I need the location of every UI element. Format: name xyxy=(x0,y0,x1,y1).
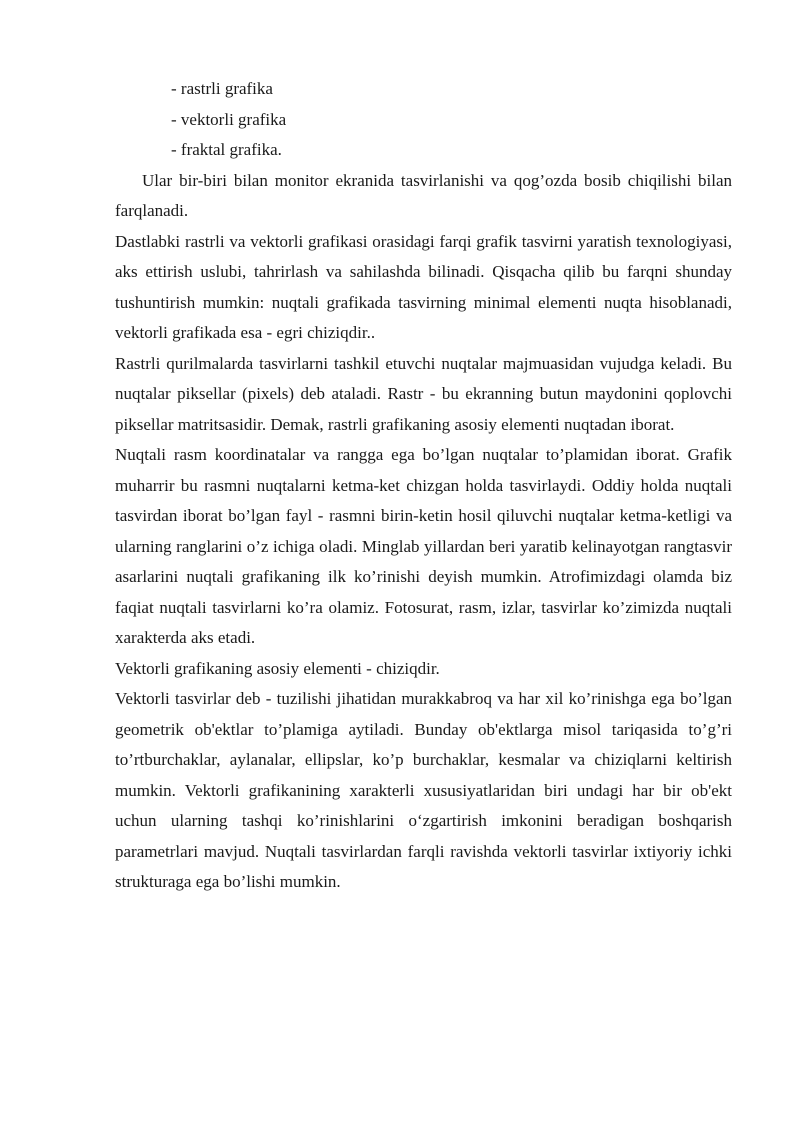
paragraph-display-difference: Ular bir-biri bilan monitor ekranida tasvirlanishi va qog’ozda bosib chiqilishi bilan farqlanadi. xyxy=(115,170,732,220)
list-item-raster: - rastrli grafika xyxy=(171,79,273,98)
list-item-fractal: - fraktal grafika. xyxy=(171,140,282,159)
list-item-vector: - vektorli grafika xyxy=(171,109,287,129)
paragraph-vector-images: Vektorli tasvirlar deb - tuzilishi jihatidan murakkabroq va har xil ko’rinishga ega bo’lgan geometrik ob'ektlar to’plamiga aytiladi. Bunday ob'ektlarga misol tariqasida to’g’ri to’rtburchaklar, aylanalar, ellipslar, ko’p burchaklar, kesmalar va chiziqlarni keltirish mumkin. Vektorli grafikanining xarakterli xususiyatlaridan biri undagi har bir ob'ekt uchun ularning tashqi ko’rinishlarini o‘zgartirish imkonini beradigan boshqarish parametrlari mavjud. Nuqtali tasvirlardan farqli ravishda vektorli tasvirlar ixtiyoriy ichki strukturaga ega bo’lishi mumkin. xyxy=(115,689,732,891)
paragraph-raster-vs-vector: Dastlabki rastrli va vektorli grafikasi orasidagi farqi grafik tasvirni yaratish texnologiyasi, aks ettirish uslubi, tahrirlash va sahilashda bilinadi. Qisqacha qilib bu farqni shunday tushuntirish mumkin: nuqtali grafikada tasvirning minimal elementi nuqta hisoblanadi, vektorli grafikada esa - egri chiziqdir.. xyxy=(115,231,732,342)
graphics-types-list xyxy=(115,74,732,166)
document-page xyxy=(115,74,732,898)
paragraph-dot-image: Nuqtali rasm koordinatalar va rangga ega bo’lgan nuqtalar to’plamidan iborat. Grafik muharrir bu rasmni nuqtalarni ketma-ket chizgan holda tasvirlaydi. Oddiy holda nuqtali tasvirdan iborat bo’lgan fayl - rasmni birin-ketin hosil qiluvchi nuqtalar ketma-ketligi va ularning ranglarini o’z ichiga oladi. Minglab yillardan beri yaratib kelinayotgan rangtasvir asarlarini nuqtali grafikaning ilk ko’rinishi deyish mumkin. Atrofimizdagi olamda biz faqiat nuqtali tasvirlarni ko’ra olamiz. Fotosurat, rasm, izlar, tasvirlar ko’zimizda nuqtali xarakterda aks etadi. xyxy=(115,445,732,647)
paragraph-vector-element: Vektorli grafikaning asosiy elementi - chiziqdir. xyxy=(115,658,440,678)
paragraph-raster-devices: Rastrli qurilmalarda tasvirlarni tashkil etuvchi nuqtalar majmuasidan vujudga keladi. Bu nuqtalar piksellar (pixels) deb ataladi. Rastr - bu ekranning butun maydonini qoplovchi piksellar matritsasidir. Demak, rastrli grafikaning asosiy elementi nuqtadan iborat. xyxy=(115,353,732,434)
